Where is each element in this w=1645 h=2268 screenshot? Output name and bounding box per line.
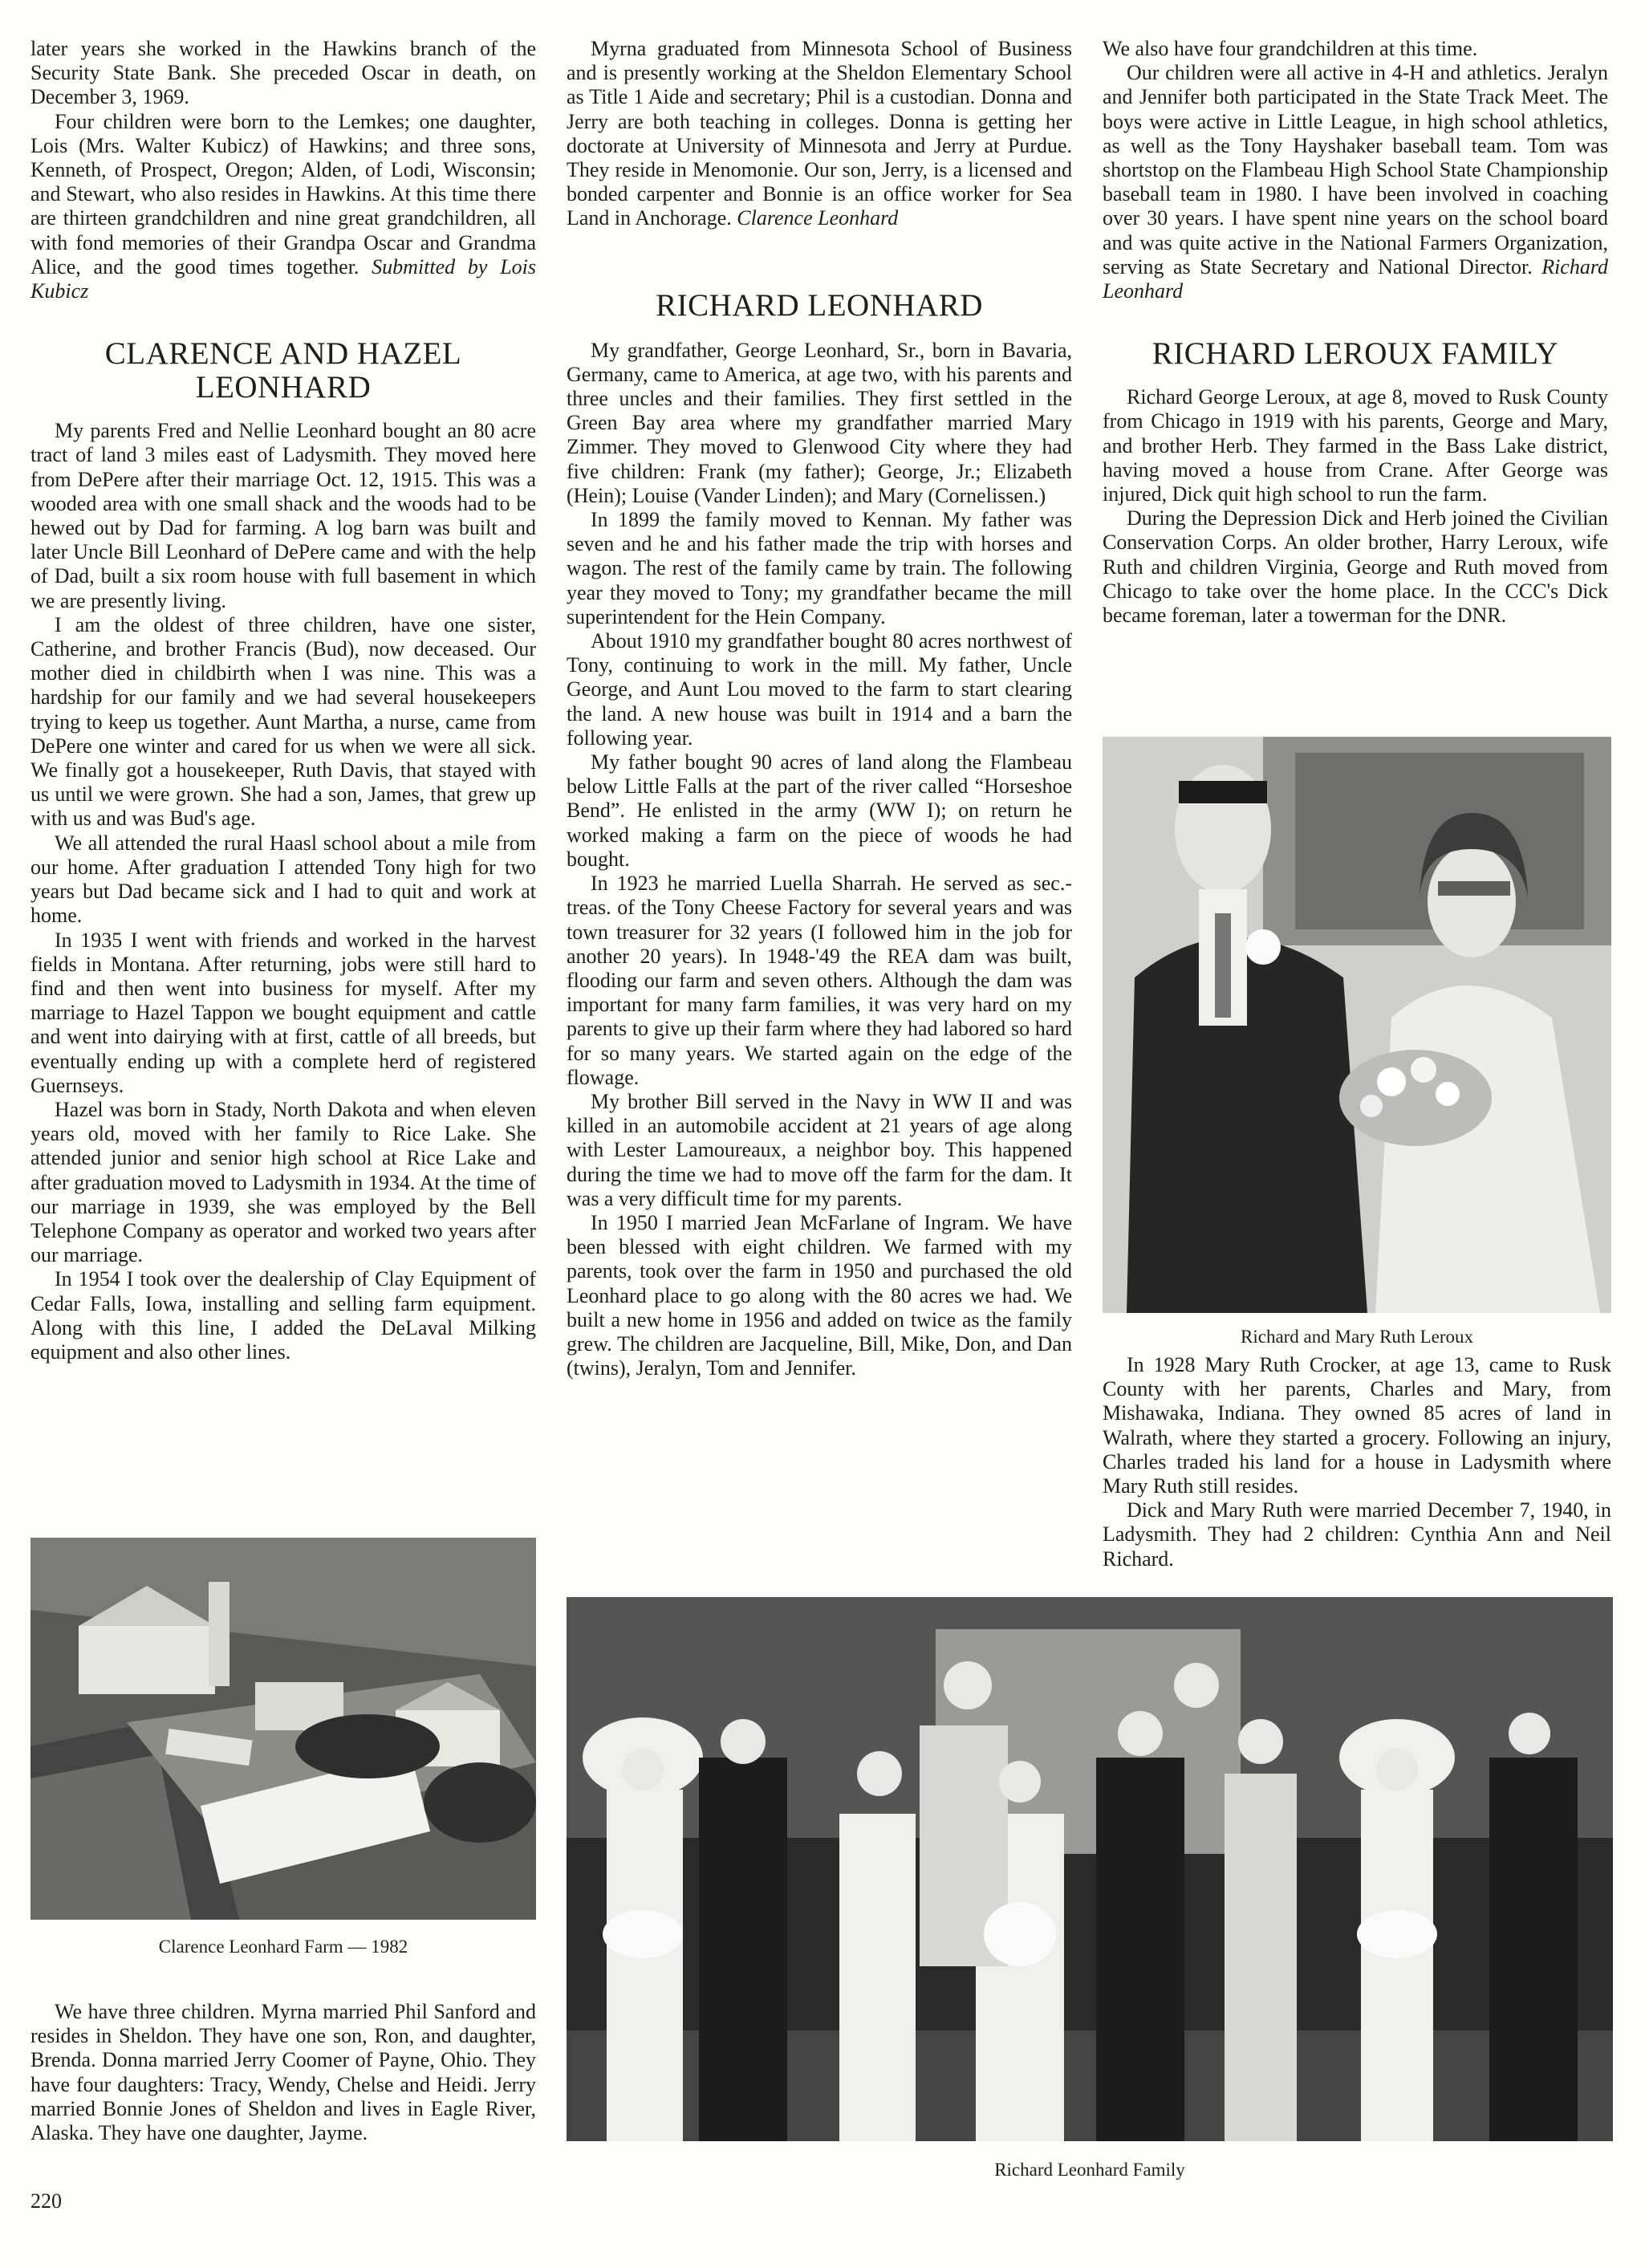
family-group-illustration: [567, 1597, 1613, 2141]
paragraph: In 1950 I married Jean McFarlane of Ingram. We have been blessed with eight children. We farmed with my parents, took over the farm in 1950 and purchased the old Leonhard place to go along with the 80 acres we had. We built a new home in 1956 and added on twice as the family grew. The children are Jacqueline, Bill, Mike, Don, and Dan (twins), Jeralyn, Tom and Jennifer.: [567, 1210, 1072, 1380]
paragraph: Richard George Leroux, at age 8, moved to Rusk County from Chicago in 1919 with his parents, George and Mary, and brother Herb. They farmed in the Bass Lake district, having moved a house from Crane. After George was injured, Dick quit high school to run the farm.: [1103, 385, 1608, 506]
section-heading: RICHARD LEROUX FAMILY: [1152, 336, 1559, 372]
couple-portrait-illustration: [1103, 737, 1611, 1313]
paragraph: later years she worked in the Hawkins branch of the Security State Bank. She preceded Oscar in death, on December 3, 1969.: [30, 37, 536, 109]
leroux-couple-photo: [1103, 737, 1611, 1313]
paragraph: We also have four grandchildren at this time.: [1103, 37, 1478, 60]
paragraph: In 1954 I took over the dealership of Clay Equipment of Cedar Falls, Iowa, installing and selling farm equipment. Along with this line, I added the DeLaval Milking equipment and also other lines.: [30, 1267, 536, 1364]
paragraph: In 1923 he married Luella Sharrah. He served as sec.-treas. of the Tony Cheese Factory for several years and was town treasurer for 32 years (I followed him in the job for another 20 years). In 1948-'49 the REA dam was built, flooding our farm and seven others. Although the dam was important for many farm families, it was very hard on my parents to give up their farm where they had labored so hard for so many years. We started again on the edge of the flowage.: [567, 872, 1072, 1089]
photo-caption: Clarence Leonhard Farm — 1982: [158, 1937, 408, 1957]
section-heading: CLARENCE AND HAZEL LEONHARD: [104, 336, 462, 405]
paragraph: We all attended the rural Haasl school about a mile from our home. After graduation I attended Tony high for two years but Dad became sick and I had to quit and work at home.: [30, 831, 536, 928]
byline: Submitted by Lois Kubicz: [30, 254, 536, 303]
paragraph: In 1928 Mary Ruth Crocker, at age 13, came to Rusk County with her parents, Charles and Mary, from Mishawaka, Indiana. They owned 85 acres of land in Walrath, where they started a grocery. Following an injury, Charles traded his land for a house in Ladysmith where Mary Ruth still resides.: [1103, 1353, 1611, 1498]
column-left-continued: [30, 2000, 536, 2145]
farm-aerial-illustration: [30, 1538, 536, 1920]
leonhard-family-photo: [567, 1597, 1613, 2141]
page-number: 220: [30, 2189, 62, 2213]
paragraph: During the Depression Dick and Herb joined the Civilian Conservation Corps. An older brother, Harry Leroux, wife Ruth and children Virginia, George and Ruth moved from Chicago to take over the home place. In the CCC's Dick became foreman, later a towerman for the DNR.: [1103, 506, 1608, 628]
paragraph: In 1899 the family moved to Kennan. My father was seven and he and his father made the trip with horses and wagon. The rest of the family came by train. The following year they moved to Tony; my grandfather became the mill superintendent for the Hein Company.: [567, 508, 1072, 628]
paragraph: Hazel was born in Stady, North Dakota and when eleven years old, moved with her family to Rice Lake. She attended junior and senior high school at Rice Lake and after graduation moved to Ladysmith in 1934. At the time of our marriage in 1939, she was employed by the Bell Telephone Company as operator and worked two years after our marriage.: [30, 1097, 536, 1267]
farm-aerial-photo: [30, 1538, 536, 1920]
family-figure: [567, 1597, 1613, 2181]
photo-caption: Richard Leonhard Family: [994, 2160, 1185, 2180]
paragraph: My parents Fred and Nellie Leonhard bought an 80 acre tract of land 3 miles east of Ladysmith. They moved here from DePere after their marriage Oct. 12, 1915. This was a wooded area with one small shack and the woods had to be hewed out by Dad for farming. A log barn was built and later Uncle Bill Leonhard of DePere came and with the help of Dad, built a six room house with full basement in which we are presently living.: [30, 419, 536, 612]
paragraph: Four children were born to the Lemkes; one daughter, Lois (Mrs. Walter Kubicz) of Hawkins; and three sons, Kenneth, of Prospect, Oregon; Alden, of Lodi, Wisconsin; and Stewart, who also resides in Hawkins. At this time there are thirteen grandchildren and nine great grandchildren, all with fond memories of their Grandpa Oscar and Grandma Alice, and the good times together. Submitted by Lois Kubicz: [30, 109, 536, 303]
paragraph: In 1935 I went with friends and worked in the harvest fields in Montana. After returning, jobs were still hard to find and then went into business for myself. After my marriage to Hazel Tappon we bought equipment and cattle and went into dairying with at first, cattle of all breeds, but eventually ending up with a complete herd of registered Guernseys.: [30, 928, 536, 1097]
column-middle: [567, 37, 1072, 1380]
farm-figure: [30, 1538, 536, 1958]
paragraph: Our children were all active in 4-H and athletics. Jeralyn and Jennifer both participated in the State Track Meet. The boys were active in Little League, in high school athletics, as well as the Tony Hayshaker baseball team. Tom was shortstop on the Flambeau High School State Championship baseball team in 1980. I have been involved in coaching over 30 years. I have spent nine years on the school board and was quite active in the National Farmers Organization, serving as State Secretary and National Director. Richard Leonhard: [1103, 61, 1609, 303]
column-right: [1103, 37, 1608, 628]
paragraph: My grandfather, George Leonhard, Sr., born in Bavaria, Germany, came to America, at age two, with his parents and three uncles and their families. They first settled in the Green Bay area where my grandfather married Mary Zimmer. They moved to Glenwood City where they had five children: Frank (my father); George, Jr.; Elizabeth (Hein); Louise (Vander Linden); and Mary (Cornelissen.): [567, 338, 1072, 507]
column-left: [30, 37, 536, 1364]
paragraph: Dick and Mary Ruth were married December 7, 1940, in Ladysmith. They had 2 children: Cynthia Ann and Neil Richard.: [1103, 1498, 1611, 1571]
couple-figure: [1103, 737, 1611, 1348]
paragraph: My brother Bill served in the Navy in WW II and was killed in an automobile accident at 21 years of age along with Lester Lamoureaux, a neighbor boy. This happened during the time we had to move off the farm for the dam. It was a very difficult time for my parents.: [567, 1089, 1072, 1210]
paragraph: Myrna graduated from Minnesota School of Business and is presently working at the Sheldon Elementary School as Title 1 Aide and secretary; Phil is a custodian. Donna and Jerry are both teaching in colleges. Donna is getting her doctorate at University of Minnesota and Jerry at Purdue. They reside in Menomonie. Our son, Jerry, is a licensed and bonded carpenter and Bonnie is an office worker for Sea Land in Anchorage. Clarence Leonhard: [567, 37, 1072, 230]
paragraph: About 1910 my grandfather bought 80 acres northwest of Tony, continuing to work in the mill. My father, Uncle George, and Aunt Lou moved to the farm to start clearing the land. A new house was built in 1914 and a barn the following year.: [567, 629, 1072, 750]
photo-caption: Richard and Mary Ruth Leroux: [1241, 1327, 1473, 1347]
column-right-continued: [1103, 1353, 1611, 1571]
byline: Clarence Leonhard: [737, 206, 899, 230]
paragraph: My father bought 90 acres of land along the Flambeau below Little Falls at the part of the river called “Horseshoe Bend”. He enlisted in the army (WW I); on return he worked making a farm on the piece of woods he had bought.: [567, 750, 1072, 871]
paragraph: We have three children. Myrna married Phil Sanford and resides in Sheldon. They have one son, Ron, and daughter, Brenda. Donna married Jerry Coomer of Payne, Ohio. They have four daughters: Tracy, Wendy, Chelse and Heidi. Jerry married Bonnie Jones of Sheldon and lives in Eagle River, Alaska. They have one daughter, Jayme.: [30, 2000, 536, 2145]
section-heading: RICHARD LEONHARD: [656, 287, 983, 323]
paragraph: I am the oldest of three children, have one sister, Catherine, and brother Francis (Bud), now deceased. Our mother died in childbirth when I was nine. This was a hardship for our family and we had several housekeepers trying to keep us together. Aunt Martha, a nurse, came from DePere one winter and cared for us when we were all sick. We finally got a housekeeper, Ruth Davis, that stayed with us until we were grown. She had a son, James, that grew up with us and was Bud's age.: [30, 612, 536, 831]
byline: Richard Leonhard: [1103, 254, 1609, 303]
